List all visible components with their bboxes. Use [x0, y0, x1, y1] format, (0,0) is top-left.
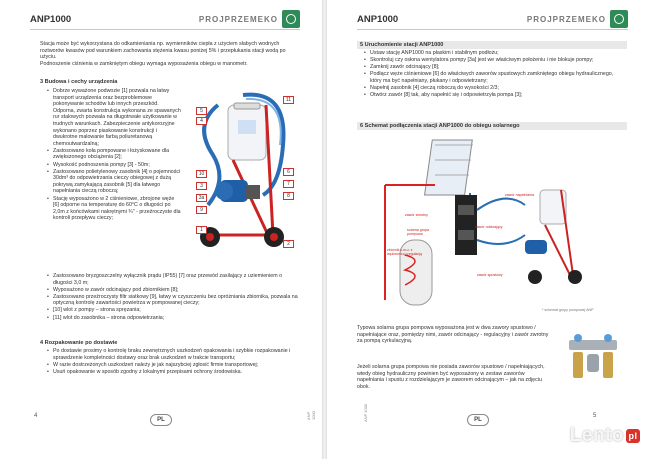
section-5-item: • Napełnij zasobnik [4] cieczą roboczą do wysokości 2/3; — [363, 85, 625, 92]
right-side-code: ANP 1000 — [363, 403, 368, 422]
section-5-list — [363, 50, 625, 99]
section-3-item: • Zastosowano polietylenowy zasobnik [4] o pojemności 30dm³ do odpowietrzania cieczy obiegowej z dużą pokrywą zamykającą zasobnik [5] dla łatwego napełniania cieczą roboczą; — [46, 169, 181, 195]
section-4-item: • Usuń opakowanie w sposób zgodny z lokalnymi przepisami ochrony środowiska. — [46, 369, 296, 376]
right-paragraph-1: Typowa solarna grupa pompowa wyposażona jest w dwa zawory spustowo / napełniające oraz, pomiędzy nimi, zawór odcinający - regulacyjny i zawór zwrotny za pompą cyrkulacyjną. — [357, 325, 549, 345]
right-page — [327, 0, 650, 459]
left-brand: PROJPRZEMEKO — [198, 15, 278, 24]
section-3-list-continued — [46, 273, 301, 322]
right-header — [357, 12, 628, 30]
right-page-number: 5 — [593, 413, 597, 419]
callout-3a: 3a — [196, 194, 207, 202]
section-6-title: 6 Schemat podłączenia stacji ANP1000 do obiegu solarnego — [357, 122, 627, 130]
section-3-title: 3 Budowa i cechy urządzenia — [40, 79, 118, 85]
left-page-number: 4 — [34, 413, 38, 419]
section-4-title: 4 Rozpakowanie po dostawie — [40, 340, 118, 346]
right-lang-badge: PL — [467, 414, 489, 426]
left-model-title: ANP1000 — [30, 14, 72, 25]
label-zawor-spustowy: zawór spustowy — [477, 273, 503, 277]
section-5-item: • Ustaw stację ANP1000 na płaskim i stabilnym podłożu; — [363, 50, 625, 57]
watermark-text: Lento — [569, 425, 624, 446]
callout-8: 8 — [283, 192, 294, 200]
section-5-item: • Skontroluj czy osłona wentylatora pompy [3a] jest we właściwym położeniu i nie blokuje pompy; — [363, 57, 625, 64]
section-5-item: • Zamknij zawór odcinający [8]; — [363, 64, 625, 71]
section-3-item: • Wyposażono w zawór odcinający pod zbiornikiem [8]; — [46, 287, 301, 294]
section-4-list — [46, 348, 296, 376]
left-side-code: ANP 1000 — [306, 411, 316, 420]
label-grupa-pompowa: solarna grupa pompowa — [407, 228, 429, 236]
right-paragraph-2: Jeżeli solarna grupa pompowa nie posiada zaworów spustowo / napełniających, wtedy obieg hydrauliczny powinien być wyposażony w zestaw zaworów napełniania i spustu z rozdzielającym je zaworem odcinającym – jak na zdjęciu obok. — [357, 364, 545, 390]
left-intro — [40, 41, 295, 67]
callout-6: 6 — [283, 168, 294, 176]
callout-5: 5 — [196, 107, 207, 115]
solar-collector — [425, 140, 473, 195]
callout-7: 7 — [283, 180, 294, 188]
solar-connection-diagram — [375, 135, 620, 310]
callout-1: 1 — [196, 226, 207, 234]
left-header — [30, 12, 300, 30]
section-5-item: • Otwórz zawór [8] tak, aby napełnić się i odpowietrzyła pompa [3]; — [363, 92, 625, 99]
section-5-title: 5 Uruchomienie stacji ANP1000 — [357, 41, 627, 49]
right-brand: PROJPRZEMEKO — [526, 15, 606, 24]
section-3-item: • Zastosowano koła pompowane i łożyskowane dla zwiększonego obciążenia [2]; — [46, 148, 181, 161]
section-3-list — [46, 88, 181, 222]
label-zbiornik: zbiornik c.w.u. z wężownicą i regulacją — [387, 248, 422, 256]
diagram-note: * schemat grupy pompowej ANP — [542, 308, 594, 312]
section-4-item: • W razie dostrzeżonych uszkodzeń należy je jak najszybciej zgłosić firmie transportowej; — [46, 362, 296, 369]
brand-logo-icon — [610, 10, 628, 28]
callout-9: 9 — [196, 206, 207, 214]
callout-3: 3 — [196, 182, 207, 190]
lento-watermark — [570, 425, 640, 447]
section-3-item: • Dobrze wyważone podwozie [1] pozwala na łatwy transport urządzenia oraz bezproblemowe pokonywanie schodów lub innych przeszkód. Odporna, zwarta konstrukcja wykonana ze spawanych rur stalowych pozwala na długotrwałe użytkowanie w trudnych warunkach. Zabezpieczenie antykorozyjne wykonano poprzez piaskowanie konstrukcji i dwukrotne malowanie farbą poliuretanową chemoutwardzalną; — [46, 88, 181, 147]
intro-text: Stacja może być wykorzystana do odkamieniania np. wymienników ciepła z użyciem słabych wodnych roztworów kwasów pod warunkiem zachowania stężenia kwasu poniżej 5% i przepłukania stacji wodą po użyciu. — [40, 41, 286, 61]
left-lang-badge: PL — [150, 414, 172, 426]
section-3-item: • Wysokość podnoszenia pompy [3] - 50m; — [46, 162, 181, 169]
label-zawor-napelniania: zawór napełniania — [505, 193, 534, 197]
section-3-item: • Zastosowano przeźroczysty filtr siatkowy [9], łatwy w czyszczeniu bez opróżniania zbiornika, pozwala na optyczną kontrolę zawartości powietrza w pompowanej cieczy; — [46, 294, 301, 307]
label-zawor-zwrotny: zawór zwrotny — [405, 213, 428, 217]
callout-2: 2 — [283, 240, 294, 248]
section-5-item: • Podłącz węże ciśnieniowe [6] do właściwych zaworów spustowych zamkniętego obiegu hydraulicznego, który ma być napełniany, płukany i odpowietrzany; — [363, 71, 625, 84]
valve-set-photo — [559, 330, 629, 388]
callout-11: 11 — [283, 96, 294, 104]
intro-text-2: Podnoszenie ciśnienia w zamkniętym obiegu wymaga wyposażenia obiegu w manometr. — [40, 60, 248, 67]
callout-4: 4 — [196, 117, 207, 125]
right-model-title: ANP1000 — [357, 14, 399, 25]
pump-group — [455, 195, 477, 255]
section-3-item: • Zastosowano bryzgoszczelny wyłącznik prądu (IP55) [7] oraz przewód zasilający z uziemieniem o długości 3,0 m; — [46, 273, 301, 286]
section-3-item: • [11] wlot do zasobnika – strona odpowietrzania; — [46, 315, 301, 322]
label-zawor-odcinajacy: zawór odcinający — [475, 225, 503, 229]
watermark-badge: pl — [626, 429, 640, 443]
section-4-item: • Po dostawie prosimy o kontrolę braku zewnętrznych uszkodzeń opakowania i szybkie rozpakowanie i sprawdzenie kompletności dostawy oraz brak uszkodzeń w trakcie transportu; — [46, 348, 296, 361]
section-3-item: • [10] wlot z pompy – strona spręzania; — [46, 307, 301, 314]
left-page — [0, 0, 322, 459]
section-3-item: • Stację wyposażono w 2 ciśnieniowe, zbrojone węże [6] odporne na temperaturę do 60°C o długości po 2,0m z końcówkami nakrętnymi ¾" - przeźroczyste dla kontroli przepływu cieczy; — [46, 196, 181, 222]
brand-logo-icon — [282, 10, 300, 28]
callout-10: 10 — [196, 170, 207, 178]
